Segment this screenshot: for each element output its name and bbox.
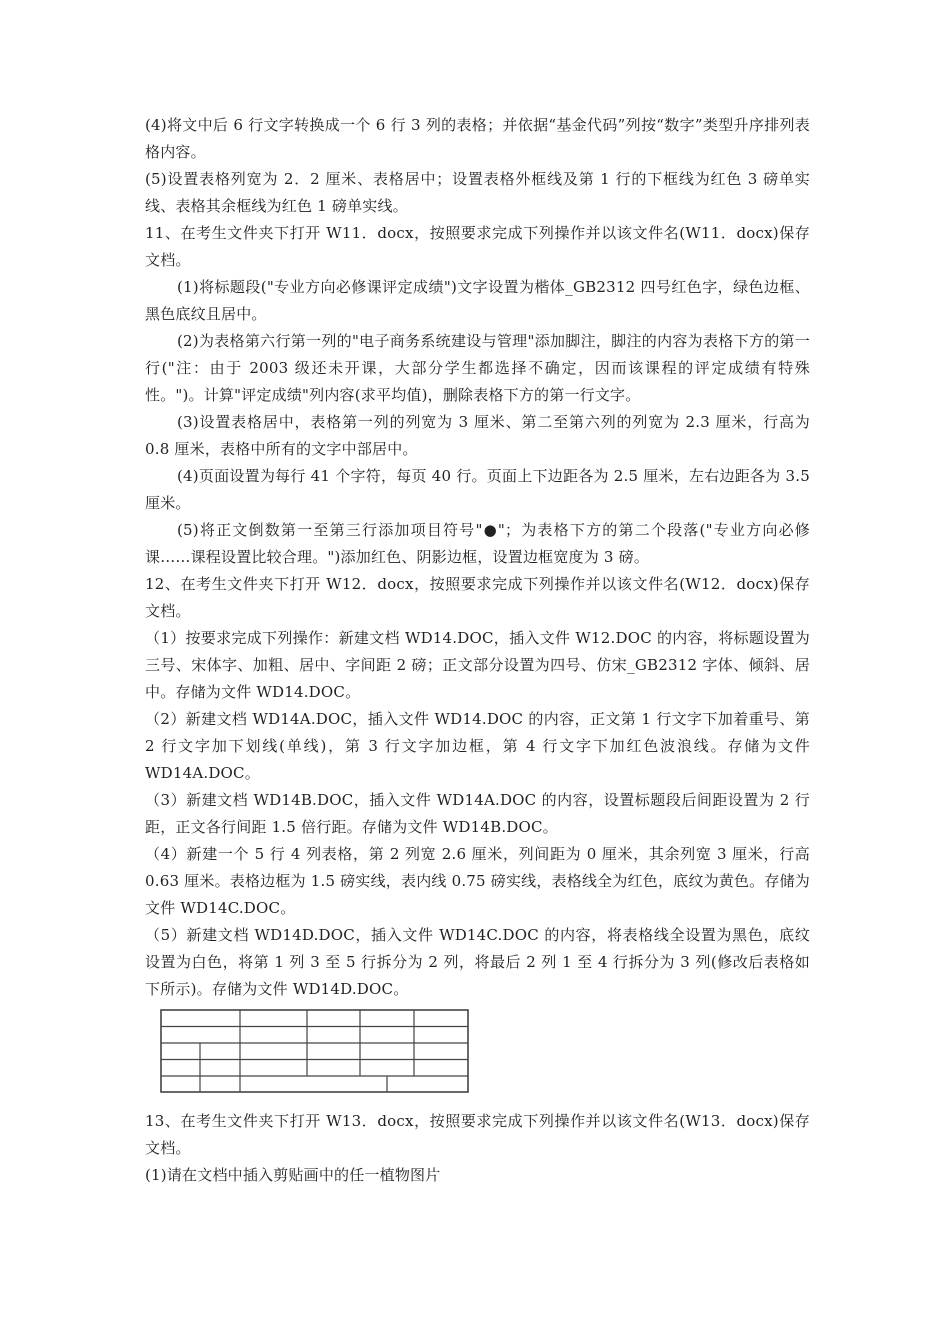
paragraph-p1: (4)将文中后 6 行文字转换成一个 6 行 3 列的表格；并依据“基金代码”列按“数字”类型升序排列表格内容。 — [145, 116, 810, 161]
paragraph-p5: (2)为表格第六行第一列的"电子商务系统建设与管理"添加脚注，脚注的内容为表格下方的第一行("注：由于 2003 级还未开课，大部分学生都选择不确定，因而该课程的评定成绩有特殊性。")。计算"评定成绩"列内容(求平均值)，删除表格下方的第一行文字。 — [145, 332, 810, 404]
paragraph-p15: 13、在考生文件夹下打开 W13．docx，按照要求完成下列操作并以该文件名(W13．docx)保存文档。 — [145, 1112, 810, 1157]
paragraph-p14: （5）新建文档 WD14D.DOC，插入文件 WD14C.DOC 的内容，将表格线全设置为黑色，底纹设置为白色，将第 1 列 3 至 5 行拆分为 2 列，将最后 2 列 1 至 4 行拆分为 3 列(修改后表格如下所示)。存储为文件 WD14D.DOC。 — [145, 926, 810, 998]
paragraph-p9: 12、在考生文件夹下打开 W12．docx，按照要求完成下列操作并以该文件名(W12．docx)保存文档。 — [145, 575, 810, 620]
paragraph-p16: (1)请在文档中插入剪贴画中的任一植物图片 — [145, 1166, 441, 1184]
paragraph-p7: (4)页面设置为每行 41 个字符，每页 40 行。页面上下边距各为 2.5 厘米，左右边距各为 3.5 厘米。 — [145, 467, 810, 512]
paragraph-p11: （2）新建文档 WD14A.DOC，插入文件 WD14.DOC 的内容，正文第 1 行文字下加着重号、第 2 行文字加下划线(单线)，第 3 行文字加边框，第 4 行文字下加红色波浪线。存储为文件 WD14A.DOC。 — [145, 710, 810, 782]
paragraph-p13: （4）新建一个 5 行 4 列表格，第 2 列宽 2.6 厘米，列间距为 0 厘米，其余列宽 3 厘米，行高 0.63 厘米。表格边框为 1.5 磅实线，表内线 0.75 磅实线，表格线全为红色，底纹为黄色。存储为文件 WD14C.DOC。 — [145, 845, 810, 917]
paragraph-p6: (3)设置表格居中，表格第一列的列宽为 3 厘米、第二至第六列的列宽为 2.3 厘米，行高为 0.8 厘米，表格中所有的文字中部居中。 — [145, 413, 810, 458]
table-diagram — [160, 1009, 472, 1096]
paragraph-p2: (5)设置表格列宽为 2．2 厘米、表格居中；设置表格外框线及第 1 行的下框线为红色 3 磅单实线、表格其余框线为红色 1 磅单实线。 — [145, 170, 810, 215]
paragraph-p12: （3）新建文档 WD14B.DOC，插入文件 WD14A.DOC 的内容，设置标题段后间距设置为 2 行距，正文各行间距 1.5 倍行距。存储为文件 WD14B.DOC。 — [145, 791, 810, 836]
modified-table-figure — [160, 1009, 472, 1096]
table-outer-border — [161, 1010, 468, 1092]
paragraph-p8: (5)将正文倒数第一至第三行添加项目符号"●"；为表格下方的第二个段落("专业方向必修课……课程设置比较合理。")添加红色、阴影边框，设置边框宽度为 3 磅。 — [145, 521, 810, 566]
document-page — [145, 112, 810, 1189]
paragraph-p4: (1)将标题段("专业方向必修课评定成绩")文字设置为楷体_GB2312 四号红色字，绿色边框、黑色底纹且居中。 — [145, 278, 810, 323]
paragraph-p3: 11、在考生文件夹下打开 W11．docx，按照要求完成下列操作并以该文件名(W11．docx)保存文档。 — [145, 224, 810, 269]
paragraph-p10: （1）按要求完成下列操作：新建文档 WD14.DOC，插入文件 W12.DOC 的内容，将标题设置为三号、宋体字、加粗、居中、字间距 2 磅；正文部分设置为四号、仿宋_GB2312 字体、倾斜、居中。存储为文件 WD14.DOC。 — [145, 629, 810, 701]
